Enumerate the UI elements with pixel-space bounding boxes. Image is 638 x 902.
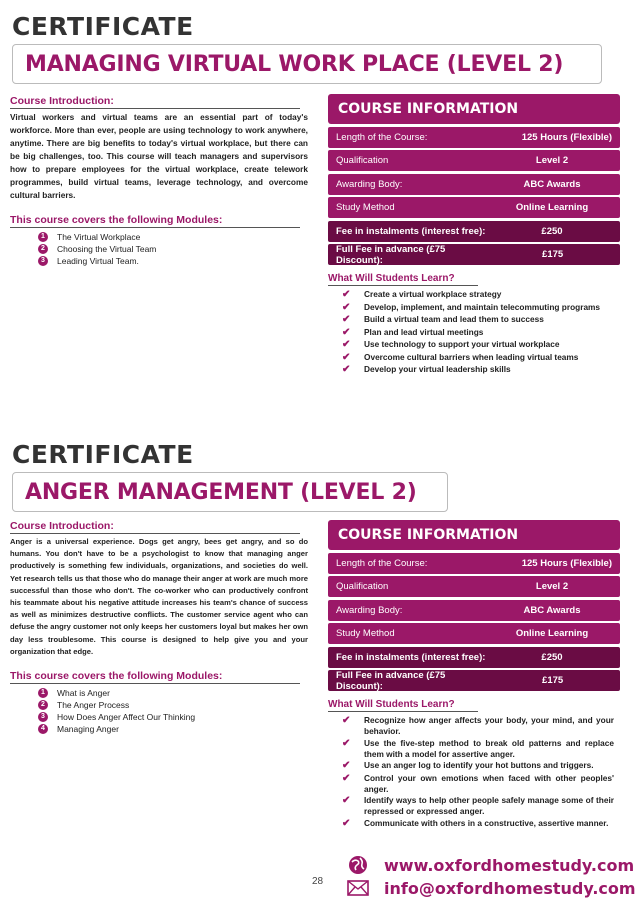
info-value: 125 Hours (Flexible)	[521, 131, 612, 143]
website-link[interactable]: www.oxfordhomestudy.com	[384, 855, 635, 875]
module-number-badge: 3	[38, 712, 48, 722]
check-icon: ✔	[342, 339, 351, 350]
module-list	[10, 687, 308, 735]
learn-item-text: Overcome cultural barriers when leading virtual teams	[364, 351, 579, 362]
learn-item	[328, 715, 620, 737]
module-number-badge: 2	[38, 700, 48, 710]
course-intro-column	[10, 520, 308, 735]
check-icon: ✔	[342, 817, 351, 829]
info-row-full-fee	[328, 670, 620, 691]
info-value: £250	[541, 225, 563, 237]
check-icon: ✔	[342, 737, 351, 749]
check-icon: ✔	[342, 326, 351, 338]
module-item	[10, 711, 308, 723]
intro-text: Virtual workers and virtual teams are an essential part of today's workforce. More than ever, people are using technology to work anywhere, anytime. There are big benefits to today's virtual workplace, but there can be big challenges, too. This course will teach managers and supervisors how to prepare employees for the virtual workplace, create telework programmes, build virtual teams, leverage technology, and overcome cultural barriers.	[10, 112, 308, 200]
course-title-bar	[12, 472, 448, 512]
learn-item	[328, 289, 620, 301]
course-info-header	[328, 94, 620, 124]
check-icon: ✔	[342, 795, 351, 806]
module-item	[10, 243, 308, 255]
intro-heading: Course Introduction:	[10, 520, 300, 534]
learn-item	[328, 314, 620, 326]
info-label: Study Method	[336, 628, 395, 639]
module-label: The Virtual Workplace	[57, 232, 141, 242]
learn-item-text: Build a virtual team and lead them to success	[364, 314, 544, 324]
learn-item	[328, 760, 620, 772]
learn-item-text: Control your own emotions when faced with other peoples' anger.	[364, 772, 614, 794]
email-link[interactable]: info@oxfordhomestudy.com	[384, 878, 636, 898]
check-icon: ✔	[342, 289, 351, 300]
check-icon: ✔	[342, 772, 351, 784]
email-contact[interactable]	[346, 878, 636, 898]
check-icon: ✔	[342, 715, 351, 726]
info-row-awarding-body	[328, 600, 620, 621]
course-info-header	[328, 520, 620, 550]
learn-item	[328, 818, 620, 830]
check-icon: ✔	[342, 314, 351, 325]
module-number-badge: 2	[38, 244, 48, 254]
info-value: 125 Hours (Flexible)	[521, 557, 612, 569]
module-item	[10, 723, 308, 735]
learn-item-text: Use the five-step method to break old patterns and replace them with a model for assertive anger.	[364, 737, 614, 759]
envelope-icon	[346, 878, 370, 898]
course-intro-column	[10, 95, 308, 267]
info-label: Length of the Course:	[336, 557, 428, 569]
learn-item-text: Recognize how anger affects your body, your mind, and your behavior.	[364, 715, 614, 736]
info-row-full-fee	[328, 244, 620, 265]
modules-heading: This course covers the following Modules:	[10, 670, 300, 684]
course-info-title: COURSE INFORMATION	[338, 527, 519, 543]
module-number-badge: 4	[38, 724, 48, 734]
module-item	[10, 255, 308, 267]
learn-item-text: Identify ways to help other people safely manage some of their repressed or expressed anger.	[364, 795, 614, 816]
check-icon: ✔	[342, 351, 351, 363]
info-row-qualification	[328, 150, 620, 171]
learn-item	[328, 302, 620, 314]
learn-item-text: Develop, implement, and maintain telecommuting programs	[364, 301, 601, 312]
info-row-study-method	[328, 197, 620, 218]
learn-item-text: Plan and lead virtual meetings	[364, 326, 484, 337]
info-label: Study Method	[336, 202, 395, 213]
learn-item	[328, 795, 620, 817]
learn-item	[328, 352, 620, 364]
module-item	[10, 687, 308, 699]
info-row-length	[328, 127, 620, 148]
info-row-fee-instalments	[328, 647, 620, 668]
check-icon: ✔	[342, 301, 351, 313]
course-title: ANGER MANAGEMENT (LEVEL 2)	[25, 479, 417, 505]
module-number-badge: 3	[38, 256, 48, 266]
page-footer	[0, 852, 638, 902]
info-label: Full Fee in advance (£75 Discount):	[336, 669, 446, 692]
info-value: ABC Awards	[523, 604, 581, 616]
module-number-badge: 1	[38, 688, 48, 698]
learn-item	[328, 327, 620, 339]
certificate-label: CERTIFICATE	[12, 12, 194, 41]
check-icon: ✔	[342, 760, 351, 771]
module-label: The Anger Process	[57, 700, 130, 711]
info-label: Qualification	[336, 581, 389, 592]
learn-item-text: Use an anger log to identify your hot buttons and triggers.	[364, 760, 594, 770]
intro-heading: Course Introduction:	[10, 95, 300, 109]
learn-item	[328, 773, 620, 795]
course-section-anger-management	[0, 436, 638, 846]
info-label: Full Fee in advance (£75 Discount):	[336, 243, 446, 266]
info-row-awarding-body	[328, 174, 620, 195]
globe-icon	[346, 855, 370, 875]
intro-text: Anger is a universal experience. Dogs get angry, bees get angry, and so do humans. You don't have to be a psychologist to know that managing anger productively is something few individuals, organizations, and societies do well. Yet research tells us that those who do manage their anger at work are much more successful than those who don't. The co-worker who can productively confront his teammate about his negative attitude increases his team's chance of success as well as minimizes destructive conflicts. The customer service agent who can defuse the angry customer not only keeps her customers loyal but makes her own day less troublesome. This course is designed to help give you and your organization that edge.	[10, 537, 308, 656]
module-list	[10, 231, 308, 267]
info-label: Qualification	[336, 155, 389, 166]
check-icon: ✔	[342, 364, 351, 375]
learn-heading: What Will Students Learn?	[328, 699, 478, 712]
course-info-column	[328, 520, 620, 830]
module-label: How Does Anger Affect Our Thinking	[57, 712, 196, 723]
course-section-virtual-workplace	[0, 0, 638, 425]
info-row-fee-instalments	[328, 221, 620, 242]
module-label: Leading Virtual Team.	[57, 256, 139, 266]
info-value: £175	[542, 675, 564, 686]
learn-item	[328, 364, 620, 376]
course-info-title: COURSE INFORMATION	[338, 101, 519, 117]
learn-item	[328, 738, 620, 760]
learn-list	[328, 289, 620, 376]
info-label: Awarding Body:	[336, 604, 403, 616]
module-label: Managing Anger	[57, 724, 119, 735]
learn-item-text: Communicate with others in a constructive, assertive manner.	[364, 817, 609, 828]
page-number: 28	[312, 876, 324, 887]
info-label: Fee in instalments (interest free):	[336, 225, 486, 237]
module-item	[10, 231, 308, 243]
module-label: What is Anger	[57, 688, 110, 699]
info-value: £175	[542, 249, 564, 260]
learn-item-text: Use technology to support your virtual workplace	[364, 339, 560, 349]
info-row-qualification	[328, 576, 620, 597]
learn-item	[328, 339, 620, 351]
learn-item-text: Create a virtual workplace strategy	[364, 289, 502, 299]
course-title: MANAGING VIRTUAL WORK PLACE (LEVEL 2)	[25, 51, 564, 77]
module-label: Choosing the Virtual Team	[57, 244, 157, 254]
info-label: Fee in instalments (interest free):	[336, 651, 486, 663]
module-item	[10, 699, 308, 711]
info-value: ABC Awards	[523, 178, 581, 190]
info-value: Level 2	[535, 581, 569, 592]
info-value: Online Learning	[515, 628, 589, 639]
modules-heading: This course covers the following Modules:	[10, 214, 300, 228]
website-contact[interactable]	[346, 855, 634, 875]
info-row-study-method	[328, 623, 620, 644]
learn-heading: What Will Students Learn?	[328, 273, 478, 286]
info-row-length	[328, 553, 620, 574]
module-number-badge: 1	[38, 232, 48, 242]
course-title-bar	[12, 44, 602, 84]
info-value: £250	[541, 651, 563, 663]
info-value: Level 2	[535, 155, 569, 166]
info-label: Length of the Course:	[336, 131, 428, 143]
info-value: Online Learning	[515, 202, 589, 213]
learn-item-text: Develop your virtual leadership skills	[364, 364, 511, 374]
learn-list	[328, 715, 620, 830]
certificate-label: CERTIFICATE	[12, 440, 194, 469]
info-label: Awarding Body:	[336, 178, 403, 190]
course-info-column	[328, 94, 620, 377]
